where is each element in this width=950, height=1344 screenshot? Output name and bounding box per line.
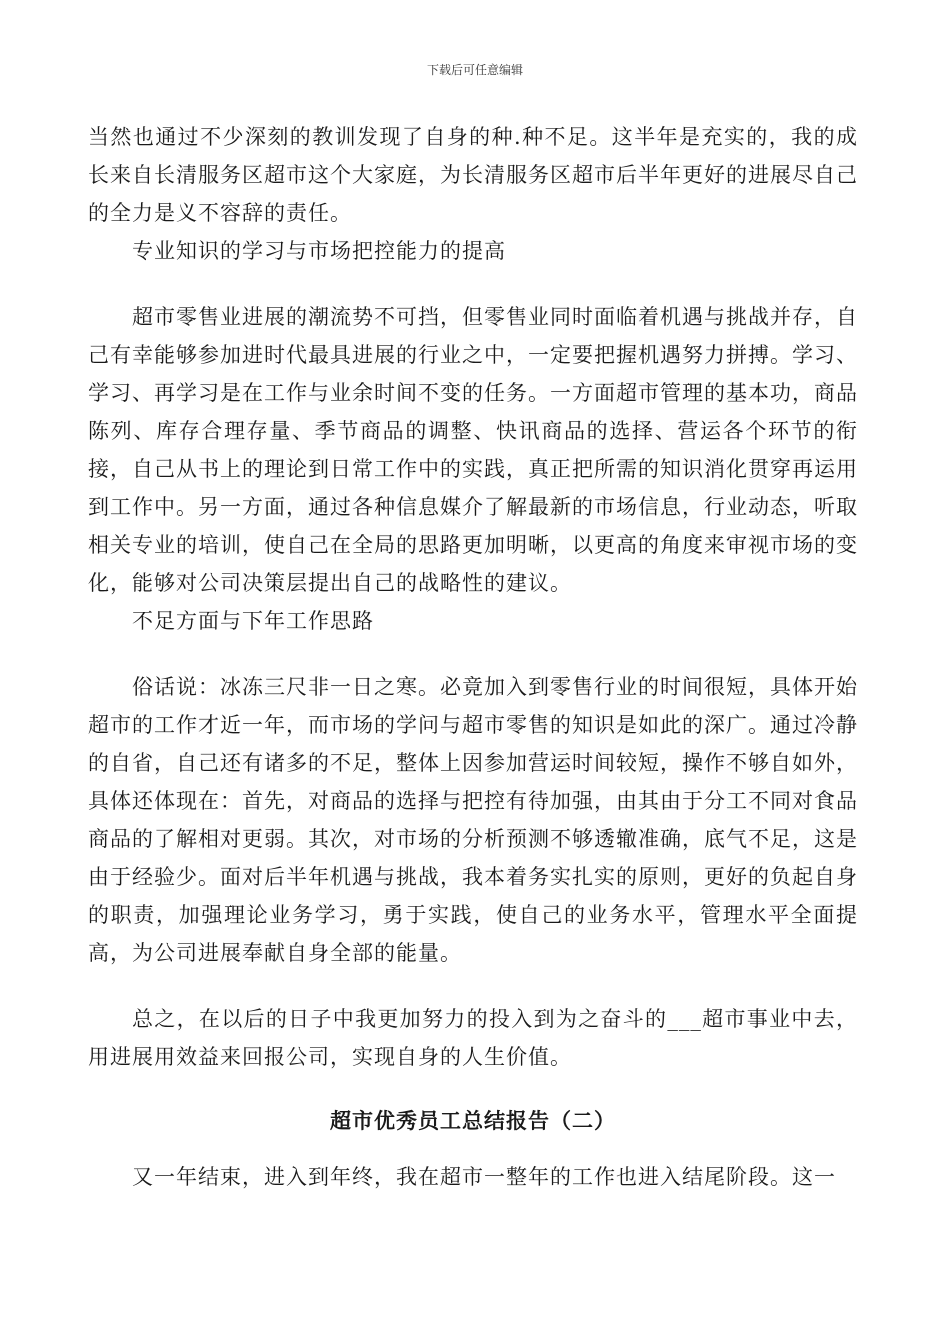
shortcomings-paragraph: 俗话说：冰冻三尺非一日之寒。必竟加入到零售行业的时间很短，具体开始超市的工作才近一年，而市场的学问与超市零售的知识是如此的深广。通过冷静的自省，自己还有诸多的不足，整体上因参加营运时间较短，操作不够自如外，具体还体现在：首先，对商品的选择与把控有待加强，由其由于分工不同对食品商品的了解相对更弱。其次，对市场的分析预测不够透辙准确，底气不足，这是由于经验少。面对后半年机遇与挑战，我本着务实扎实的原则，更好的负起自身的职责，加强理论业务学习，勇于实践，使自己的业务水平，管理水平全面提高，为公司进展奉献自身全部的能量。 [88,675,858,965]
document-body [88,118,858,1196]
report-two-title: 超市优秀员工总结报告（二） [330,1108,616,1133]
report-two-opening-paragraph: 又一年结束，进入到年终，我在超市一整年的工作也进入结尾阶段。这一 [132,1165,836,1189]
section-heading-knowledge: 专业知识的学习与市场把控能力的提高 [132,239,506,263]
conclusion-paragraph: 总之，在以后的日子中我更加努力的投入到为之奋斗的___超市事业中去，用进展用效益来回报公司，实现自身的人生价值。 [88,1007,858,1069]
page-header-note: 下载后可任意编辑 [426,63,523,77]
intro-paragraph: 当然也通过不少深刻的教训发现了自身的种.种不足。这半年是充实的，我的成长来自长清服务区超市这个大家庭，为长清服务区超市后半年更好的进展尽自己的全力是义不容辞的责任。 [88,125,858,225]
section-heading-shortcomings: 不足方面与下年工作思路 [132,609,374,633]
knowledge-paragraph: 超市零售业进展的潮流势不可挡，但零售业同时面临着机遇与挑战并存，自己有幸能够参加进时代最具进展的行业之中，一定要把握机遇努力拼搏。学习、学习、再学习是在工作与业余时间不变的任务。一方面超市管理的基本功，商品陈列、库存合理存量、季节商品的调整、快讯商品的选择、营运各个环节的衔接，自己从书上的理论到日常工作中的实践，真正把所需的知识消化贯穿再运用到工作中。另一方面，通过各种信息媒介了解最新的市场信息，行业动态，听取相关专业的培训，使自己在全局的思路更加明晰，以更高的角度来审视市场的变化，能够对公司决策层提出自己的战略性的建议。 [88,305,858,595]
